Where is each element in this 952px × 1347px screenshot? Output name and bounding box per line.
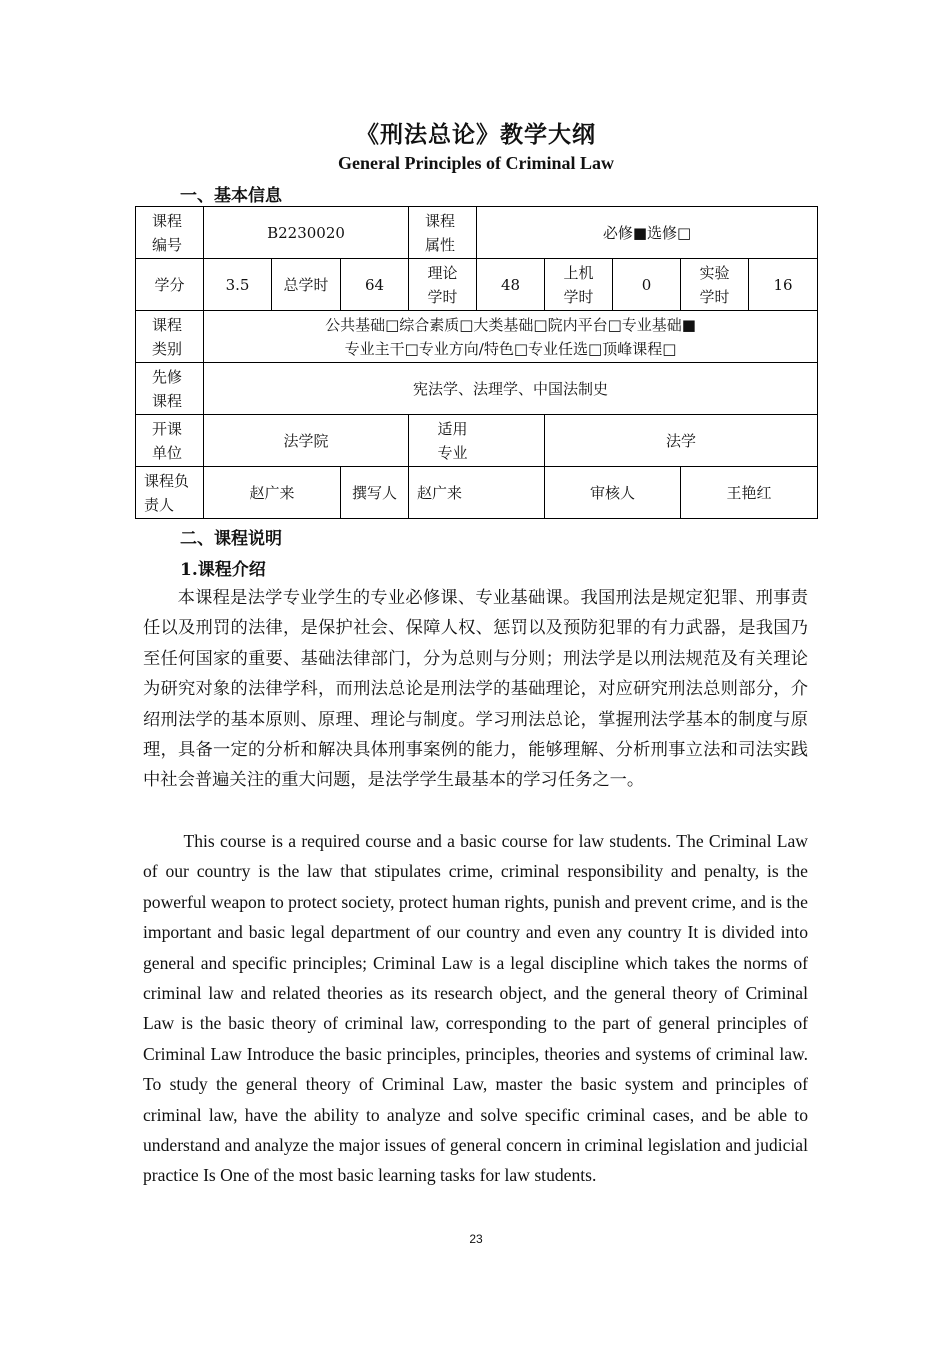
- leader-value: 赵广来: [204, 467, 341, 519]
- table-row: [136, 363, 818, 415]
- major-value: 法学: [545, 415, 818, 467]
- section-basic-info-heading: 一、基本信息: [180, 186, 282, 206]
- writer-label: 撰写人: [341, 467, 409, 519]
- course-attr-label: 课程 属性: [409, 207, 477, 259]
- page-number: 23: [469, 1232, 483, 1246]
- leader-label: 课程负 责人: [136, 467, 204, 519]
- prereq-value: 宪法学、法理学、中国法制史: [204, 363, 818, 415]
- reviewer-value: 王艳红: [681, 467, 818, 519]
- basic-info-table: [135, 206, 818, 519]
- unit-value: 法学院: [204, 415, 409, 467]
- category-label: 课程 类别: [136, 311, 204, 363]
- table-row: [136, 259, 818, 311]
- page-title: 《刑法总论》教学大纲: [356, 121, 596, 148]
- course-attr-value: 必修■选修□: [477, 207, 818, 259]
- theory-hours-label: 理论 学时: [409, 259, 477, 311]
- reviewer-label: 审核人: [545, 467, 681, 519]
- lab-hours-value: 16: [749, 259, 818, 311]
- course-code-label: 课程 编号: [136, 207, 204, 259]
- credit-value: 3.5: [204, 259, 272, 311]
- category-value: 公共基础□综合素质□大类基础□院内平台□专业基础■ 专业主干□专业方向/特色□专业任选□顶峰课程□: [204, 311, 818, 363]
- table-row: [136, 467, 818, 519]
- course-code-value: B2230020: [204, 207, 409, 259]
- computer-hours-value: 0: [613, 259, 681, 311]
- total-hours-label: 总学时: [272, 259, 341, 311]
- subsection-course-intro-heading: 1.课程介绍: [180, 560, 266, 580]
- intro-paragraph-english: This course is a required course and a basic course for law students. The Criminal Law of our country is the law that stipulates crime, criminal responsibility and penalty, is the powerful weapon to protect society, protect human rights, punish and prevent crime, and is the important and basic legal department of our country and even any country It is divided into general and specific principles; Criminal Law is a legal discipline which takes the norms of criminal law and related theories as its research object, and the general theory of Criminal Law is the basic theory of criminal law, corresponding to the part of general principles of Criminal Law Introduce the basic principles, principles, theories and systems of criminal law. To study the general theory of Criminal Law, master the basic system and principles of criminal law, have the ability to analyze and solve specific criminal cases, and be able to understand and analyze the major issues of general concern in criminal legislation and judicial practice Is One of the most basic learning tasks for law students.: [143, 831, 808, 1186]
- table-row: [136, 415, 818, 467]
- page-subtitle: General Principles of Criminal Law: [338, 153, 614, 173]
- computer-hours-label: 上机 学时: [545, 259, 613, 311]
- table-row: [136, 311, 818, 363]
- total-hours-value: 64: [341, 259, 409, 311]
- prereq-label: 先修 课程: [136, 363, 204, 415]
- major-label: 适用 专业: [409, 415, 545, 467]
- writer-value: 赵广来: [409, 467, 545, 519]
- theory-hours-value: 48: [477, 259, 545, 311]
- table-row: [136, 207, 818, 259]
- unit-label: 开课 单位: [136, 415, 204, 467]
- lab-hours-label: 实验 学时: [681, 259, 749, 311]
- intro-paragraph-chinese: 本课程是法学专业学生的专业必修课、专业基础课。我国刑法是规定犯罪、刑事责任以及刑罚的法律，是保护社会、保障人权、惩罚以及预防犯罪的有力武器，是我国乃至任何国家的重要、基础法律部门，分为总则与分则；刑法学是以刑法规范及有关理论为研究对象的法律学科，而刑法总论是刑法学的基础理论，对应研究刑法总则部分，介绍刑法学的基本原则、原理、理论与制度。学习刑法总论，掌握刑法学基本的制度与原理，具备一定的分析和解决具体刑事案例的能力，能够理解、分析刑事立法和司法实践中社会普遍关注的重大问题，是法学学生最基本的学习任务之一。: [143, 588, 808, 791]
- credit-label: 学分: [136, 259, 204, 311]
- section-course-description-heading: 二、课程说明: [180, 529, 282, 549]
